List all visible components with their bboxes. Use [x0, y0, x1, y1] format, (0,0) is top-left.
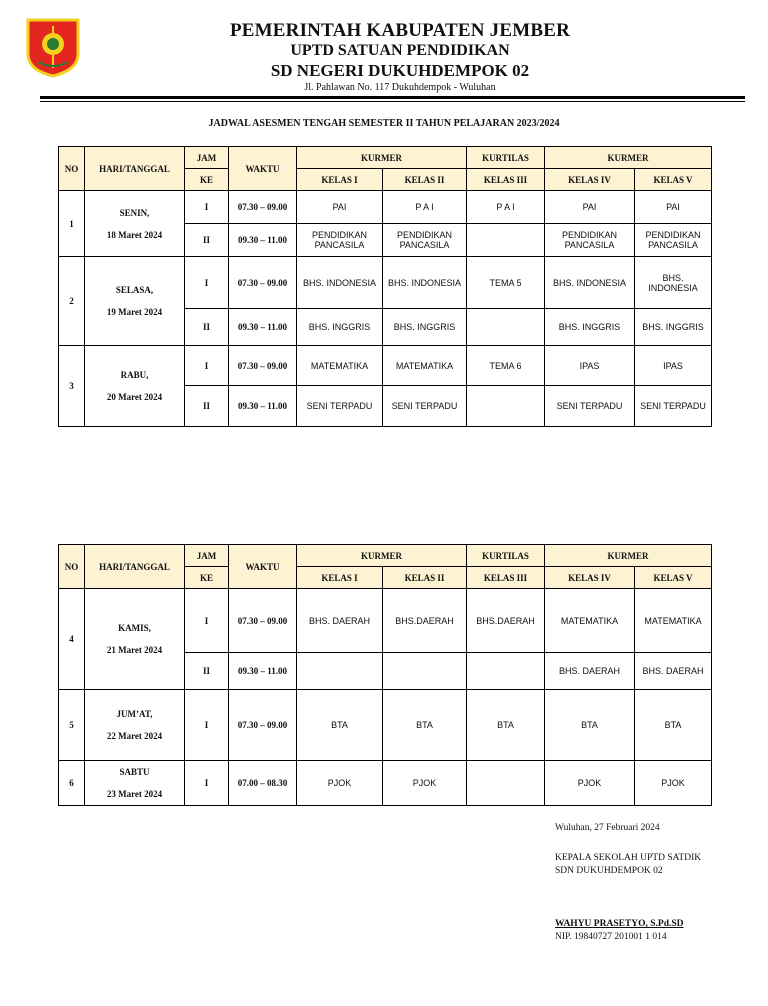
row-day: [85, 761, 185, 806]
signature-name: WAHYU PRASETYO, S.Pd.SD: [555, 919, 684, 929]
day-date: 19 Maret 2024: [106, 307, 163, 317]
day-name: KAMIS,: [118, 623, 151, 633]
subject-cell: BHS. INGGRIS: [635, 309, 712, 346]
subject-cell: PENDIDIKAN PANCASILA: [545, 224, 635, 257]
header-school: SD NEGERI DUKUHDEMPOK 02: [270, 61, 530, 80]
session-number: I: [185, 761, 229, 806]
session-number: I: [185, 191, 229, 224]
col-class: KELAS I: [297, 567, 383, 589]
row-day: [85, 257, 185, 346]
session-time: 09.30 – 11.00: [229, 386, 297, 427]
session-time: 07.30 – 09.00: [229, 690, 297, 761]
session-time: 07.30 – 09.00: [229, 589, 297, 653]
subject-cell: MATEMATIKA: [545, 589, 635, 653]
col-day: HARI/TANGGAL: [85, 545, 185, 589]
col-class: KELAS III: [467, 169, 545, 191]
session-number: II: [185, 224, 229, 257]
subject-cell: MATEMATIKA: [297, 346, 383, 386]
subject-cell: PJOK: [297, 761, 383, 806]
signature-role-line2: SDN DUKUHDEMPOK 02: [555, 866, 663, 876]
col-class: KELAS V: [635, 169, 712, 191]
row-number: 3: [59, 346, 85, 427]
subject-cell: BHS. DAERAH: [297, 589, 383, 653]
subject-cell: [467, 653, 545, 690]
district-logo: [24, 18, 82, 78]
row-day: [85, 589, 185, 690]
signature-place-date: Wuluhan, 27 Februari 2024: [555, 823, 660, 833]
table-row: [59, 761, 712, 806]
subject-cell: IPAS: [545, 346, 635, 386]
day-date: 22 Maret 2024: [106, 731, 163, 741]
col-class: KELAS IV: [545, 567, 635, 589]
col-waktu: WAKTU: [229, 147, 297, 191]
session-number: II: [185, 386, 229, 427]
col-class: KELAS I: [297, 169, 383, 191]
document-title: JADWAL ASESMEN TENGAH SEMESTER II TAHUN PELAJARAN 2023/2024: [208, 118, 560, 129]
col-class: KELAS IV: [545, 169, 635, 191]
header-rule-thin: [40, 101, 745, 102]
day-name: SENIN,: [119, 207, 150, 218]
header-row-groups: [59, 147, 712, 169]
row-day: [85, 690, 185, 761]
subject-cell: [467, 761, 545, 806]
col-class: KELAS V: [635, 567, 712, 589]
session-number: II: [185, 309, 229, 346]
row-number: 1: [59, 191, 85, 257]
subject-cell: BTA: [635, 690, 712, 761]
row-number: 6: [59, 761, 85, 806]
col-waktu: WAKTU: [229, 545, 297, 589]
subject-cell: BHS. INGGRIS: [297, 309, 383, 346]
subject-cell: BTA: [297, 690, 383, 761]
subject-cell: BHS. INDONESIA: [545, 257, 635, 309]
session-time: 07.30 – 09.00: [229, 346, 297, 386]
subject-cell: BTA: [383, 690, 467, 761]
subject-cell: P A I: [467, 191, 545, 224]
subject-cell: BHS. INDONESIA: [297, 257, 383, 309]
subject-cell: SENI TERPADU: [297, 386, 383, 427]
subject-cell: PENDIDIKAN PANCASILA: [635, 224, 712, 257]
group-kurtilas: KURTILAS: [467, 545, 545, 567]
subject-cell: SENI TERPADU: [545, 386, 635, 427]
col-no: NO: [59, 545, 85, 589]
day-name: RABU,: [120, 370, 149, 380]
session-time: 09.30 – 11.00: [229, 224, 297, 257]
subject-cell: PENDIDIKAN PANCASILA: [383, 224, 467, 257]
subject-cell: BHS. DAERAH: [635, 653, 712, 690]
header-government: PEMERINTAH KABUPATEN JEMBER: [229, 20, 571, 41]
row-number: 4: [59, 589, 85, 690]
header-row-groups: [59, 545, 712, 567]
day-date: 18 Maret 2024: [106, 229, 163, 240]
subject-cell: [467, 386, 545, 427]
subject-cell: BHS.DAERAH: [467, 589, 545, 653]
subject-cell: BHS. DAERAH: [545, 653, 635, 690]
table-row: [59, 191, 712, 224]
subject-cell: PENDIDIKAN PANCASILA: [297, 224, 383, 257]
col-class: KELAS III: [467, 567, 545, 589]
subject-cell: BTA: [545, 690, 635, 761]
schedule-table-1: [58, 146, 712, 427]
subject-cell: PJOK: [545, 761, 635, 806]
group-kurmer: KURMER: [297, 545, 467, 567]
header-rule-thick: [40, 96, 745, 99]
table-row: [59, 257, 712, 309]
session-time: 09.30 – 11.00: [229, 653, 297, 690]
col-day: HARI/TANGGAL: [85, 147, 185, 191]
subject-cell: SENI TERPADU: [383, 386, 467, 427]
day-date: 21 Maret 2024: [106, 645, 163, 655]
session-number: I: [185, 589, 229, 653]
group-kurtilas: KURTILAS: [467, 147, 545, 169]
subject-cell: BHS. INDONESIA: [635, 257, 712, 309]
subject-cell: PAI: [545, 191, 635, 224]
day-name: SABTU: [119, 767, 150, 777]
day-name: SELASA,: [115, 285, 154, 295]
session-number: I: [185, 690, 229, 761]
session-number: I: [185, 346, 229, 386]
subject-cell: PAI: [297, 191, 383, 224]
group-kurmer: KURMER: [545, 545, 712, 567]
col-jam: JAM: [185, 147, 229, 169]
subject-cell: [383, 653, 467, 690]
header-address: Jl. Pahlawan No. 117 Dukuhdempok - Wuluhan: [304, 82, 496, 93]
session-number: I: [185, 257, 229, 309]
subject-cell: PAI: [635, 191, 712, 224]
col-jam: JAM: [185, 545, 229, 567]
session-number: II: [185, 653, 229, 690]
session-time: 07.00 – 08.30: [229, 761, 297, 806]
subject-cell: SENI TERPADU: [635, 386, 712, 427]
row-number: 2: [59, 257, 85, 346]
day-name: JUM’AT,: [116, 709, 153, 719]
signature-nip: NIP. 19840727 201001 1 014: [555, 932, 667, 942]
day-date: 20 Maret 2024: [106, 392, 163, 402]
subject-cell: BHS. INGGRIS: [383, 309, 467, 346]
subject-cell: PJOK: [383, 761, 467, 806]
table-row: [59, 690, 712, 761]
subject-cell: [467, 224, 545, 257]
row-day: [85, 191, 185, 257]
schedule-table-2: [58, 544, 712, 806]
subject-cell: BHS. INGGRIS: [545, 309, 635, 346]
day-date: 23 Maret 2024: [106, 789, 163, 799]
col-class: KELAS II: [383, 567, 467, 589]
subject-cell: P A I: [383, 191, 467, 224]
session-time: 07.30 – 09.00: [229, 191, 297, 224]
col-jam-ke: KE: [185, 169, 229, 191]
group-kurmer: KURMER: [297, 147, 467, 169]
table-row: [59, 346, 712, 386]
col-class: KELAS II: [383, 169, 467, 191]
signature-role-line1: KEPALA SEKOLAH UPTD SATDIK: [555, 853, 702, 863]
subject-cell: TEMA 5: [467, 257, 545, 309]
session-time: 09.30 – 11.00: [229, 309, 297, 346]
table-row: [59, 589, 712, 653]
subject-cell: [297, 653, 383, 690]
subject-cell: TEMA 6: [467, 346, 545, 386]
subject-cell: BHS.DAERAH: [383, 589, 467, 653]
subject-cell: IPAS: [635, 346, 712, 386]
subject-cell: MATEMATIKA: [383, 346, 467, 386]
subject-cell: PJOK: [635, 761, 712, 806]
col-no: NO: [59, 147, 85, 191]
subject-cell: BHS. INDONESIA: [383, 257, 467, 309]
header-unit: UPTD SATUAN PENDIDIKAN: [290, 42, 510, 59]
session-time: 07.30 – 09.00: [229, 257, 297, 309]
row-day: [85, 346, 185, 427]
subject-cell: MATEMATIKA: [635, 589, 712, 653]
subject-cell: BTA: [467, 690, 545, 761]
group-kurmer: KURMER: [545, 147, 712, 169]
col-jam-ke: KE: [185, 567, 229, 589]
subject-cell: [467, 309, 545, 346]
row-number: 5: [59, 690, 85, 761]
